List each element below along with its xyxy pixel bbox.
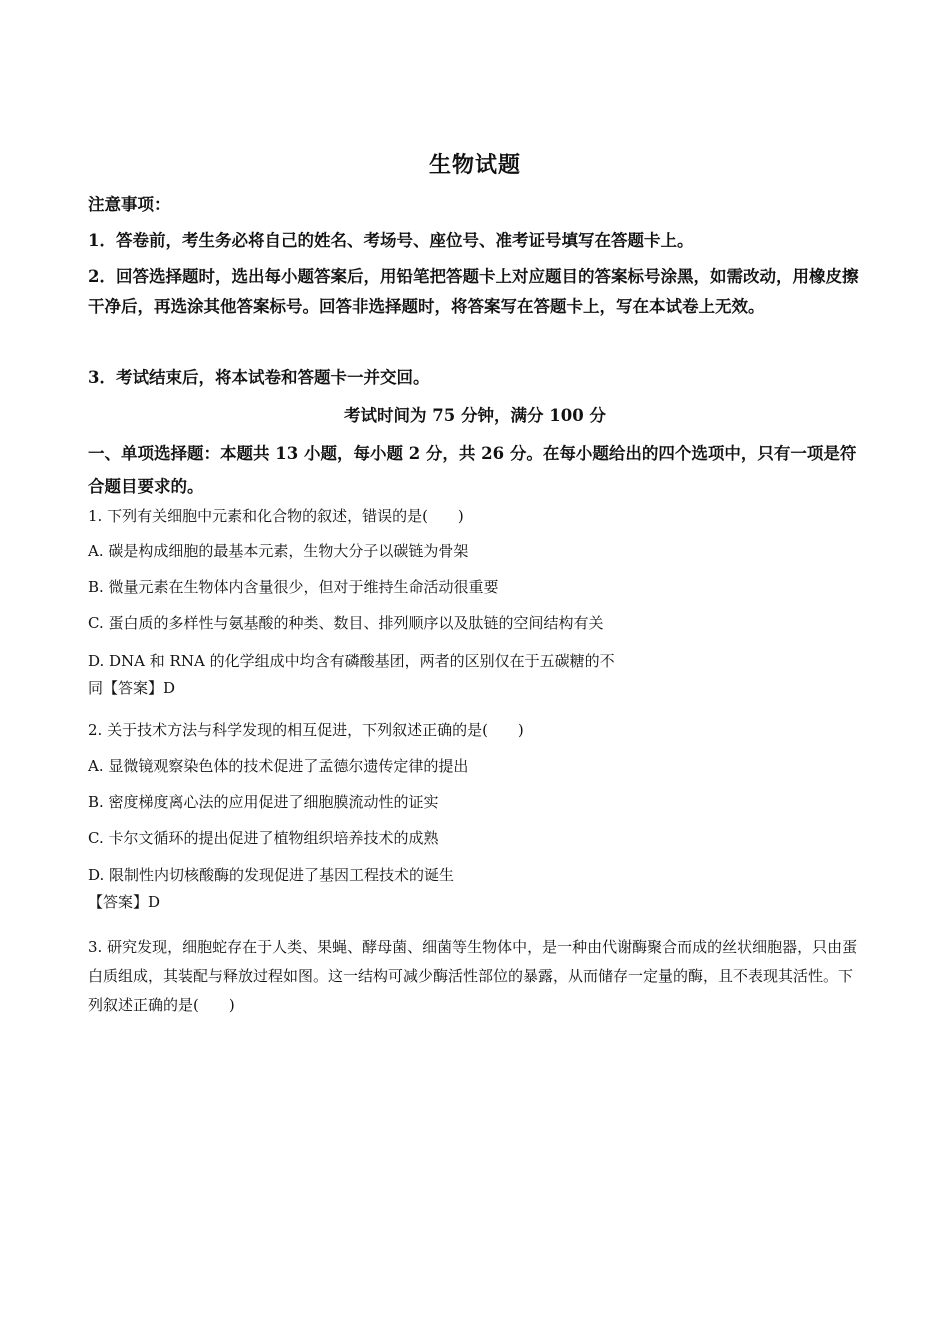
question-2-option-a: A. 显微镜观察染色体的技术促进了孟德尔遗传定律的提出 [88, 757, 469, 775]
question-2-option-b: B. 密度梯度离心法的应用促进了细胞膜流动性的证实 [88, 793, 439, 811]
page-title: 生物试题 [428, 152, 521, 178]
question-3-stem: 3. 研究发现，细胞蛇存在于人类、果蝇、酵母菌、细菌等生物体中，是一种由代谢酶聚合而成的丝状细胞器，只由蛋白质组成，其装配与释放过程如图。这一结构可减少酶活性部位的暴露，从而储存一定量的酶，且不表现其活性。下列叙述正确的是( ) [88, 938, 858, 1014]
notice-item-3: 3．考试结束后，将本试卷和答题卡一并交回。 [88, 368, 430, 387]
notice-heading: 注意事项： [88, 195, 171, 214]
question-1-option-b: B. 微量元素在生物体内含量很少，但对于维持生命活动很重要 [88, 578, 499, 596]
notice-item-1: 1．答卷前，考生务必将自己的姓名、考场号、座位号、准考证号填写在答题卡上。 [88, 231, 694, 250]
question-1-option-d: D. DNA 和 RNA 的化学组成中均含有磷酸基团，两者的区别仅在于五碳糖的不 [88, 652, 615, 670]
question-1-stem: 1. 下列有关细胞中元素和化合物的叙述，错误的是( ) [88, 507, 464, 525]
question-2-answer: 【答案】D [88, 893, 161, 911]
section-heading: 一、单项选择题：本题共 13 小题，每小题 2 分，共 26 分。在每小题给出的四个选项中，只有一项是符合题目要求的。 [88, 444, 857, 496]
question-1-option-a: A. 碳是构成细胞的最基本元素，生物大分子以碳链为骨架 [88, 542, 469, 560]
exam-info: 考试时间为 75 分钟，满分 100 分 [344, 406, 606, 425]
question-2-option-c: C. 卡尔文循环的提出促进了植物组织培养技术的成熟 [88, 829, 439, 847]
question-1-option-c: C. 蛋白质的多样性与氨基酸的种类、数目、排列顺序以及肽链的空间结构有关 [88, 614, 604, 632]
notice-item-2: 2．回答选择题时，选出每小题答案后，用铅笔把答题卡上对应题目的答案标号涂黑，如需改动，用橡皮擦干净后，再选涂其他答案标号。回答非选择题时，将答案写在答题卡上，写在本试卷上无效。 [88, 267, 859, 316]
question-2-option-d: D. 限制性内切核酸酶的发现促进了基因工程技术的诞生 [88, 866, 455, 884]
question-1-answer: 同【答案】D [88, 679, 176, 697]
question-2-stem: 2. 关于技术方法与科学发现的相互促进，下列叙述正确的是( ) [88, 721, 524, 739]
